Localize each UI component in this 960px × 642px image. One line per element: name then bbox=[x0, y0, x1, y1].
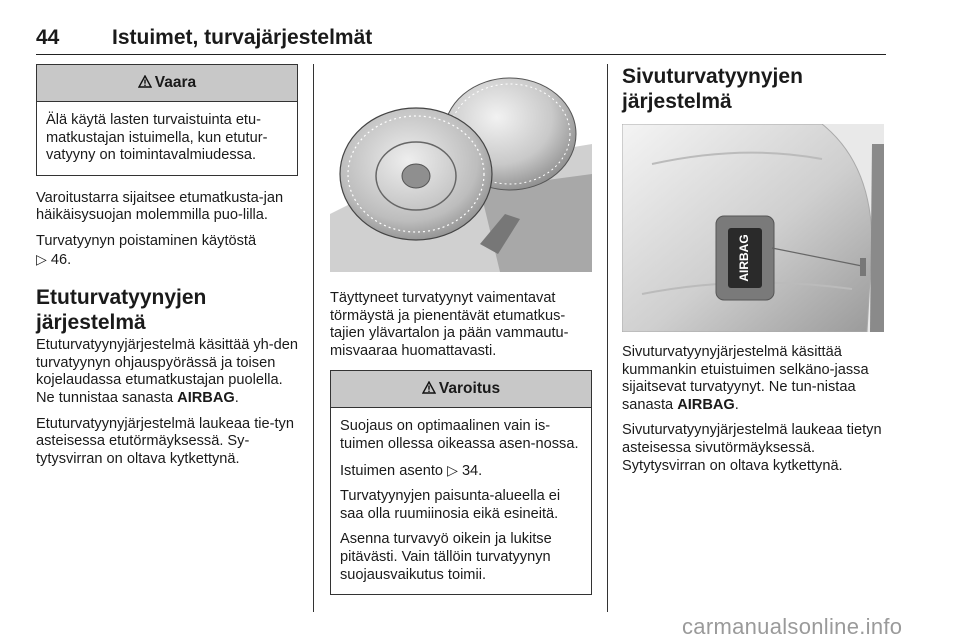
column-middle bbox=[330, 64, 592, 595]
deactivation-paragraph bbox=[36, 233, 298, 269]
danger-box-body bbox=[37, 102, 297, 175]
airbag-label-text: AIRBAG bbox=[177, 389, 235, 406]
caution-text-2 bbox=[340, 462, 583, 481]
front-airbag-paragraph bbox=[36, 337, 298, 407]
page-title: Istuimet, turvajärjestelmät bbox=[112, 26, 373, 49]
danger-box-header bbox=[37, 65, 297, 102]
side-airbag-paragraph bbox=[622, 344, 884, 414]
deactivation-text: Turvatyynyn poistaminen käytöstä bbox=[36, 232, 257, 249]
front-airbag-section-title: Etuturvatyynyjen järjestelmä bbox=[36, 286, 207, 335]
page-reference-icon: ▷ bbox=[36, 250, 47, 267]
page-number: 44 bbox=[36, 26, 60, 49]
column-divider-1 bbox=[313, 64, 314, 612]
column-divider-2 bbox=[607, 64, 608, 612]
page-header bbox=[36, 24, 886, 55]
seat-position-text: Istuimen asento bbox=[340, 462, 444, 479]
warning-triangle-icon bbox=[138, 75, 152, 92]
danger-box-text: Älä käytä lasten turvaistuinta etu-matkustajan istuimella, kun etutur-vatyyny on toimintavalmiudessa. bbox=[46, 112, 268, 164]
danger-box bbox=[36, 64, 298, 176]
caution-text-4: Asenna turvavyö oikein ja lukitse pitävästi. Vain tällöin turvatyynyn suojausvaikutus toimii. bbox=[340, 531, 552, 583]
deactivation-page-ref[interactable]: 46. bbox=[50, 251, 72, 268]
seat-position-page-ref[interactable]: 34. bbox=[461, 462, 483, 479]
inflated-front-airbags-illustration bbox=[330, 64, 592, 272]
caution-box-header bbox=[331, 371, 591, 408]
side-airbag-seat-label-illustration bbox=[622, 124, 884, 332]
column-right bbox=[622, 64, 884, 483]
side-airbag-deploy-paragraph: Sivuturvatyynyjärjestelmä laukeaa tietyn asteisessa sivutörmäyksessä. Sytytysvirran on oltava kytkettynä. bbox=[622, 422, 882, 474]
front-airbag-text-end: . bbox=[234, 389, 239, 406]
danger-box-title: Vaara bbox=[154, 74, 197, 91]
warning-triangle-icon bbox=[422, 381, 436, 398]
front-airbag-deploy-paragraph: Etuturvatyynyjärjestelmä laukeaa tie-tyn asteisessa etutörmäyksessä. Sy-tytysvirran on oltava kytkettynä. bbox=[36, 415, 294, 467]
front-airbag-text: Etuturvatyynyjärjestelmä käsittää yh-den turvatyynyn ohjauspyörässä ja toisen kojelaudassa etumatkustajan puolella. Ne tunnistaa sanasta bbox=[36, 337, 298, 406]
airbag-badge-label: AIRBAG bbox=[737, 234, 752, 282]
side-airbag-section-title: Sivuturvatyynyjen järjestelmä bbox=[622, 65, 803, 113]
side-airbag-text: Sivuturvatyynyjärjestelmä käsittää kummankin etuistuimen selkäno-jassa sijaitsevat turvatyynyt. Ne tun-nistaa sanasta bbox=[622, 344, 869, 413]
side-airbag-text-end: . bbox=[734, 396, 739, 413]
figure-caption: Täyttyneet turvatyynyt vaimentavat törmäystä ja pienentävät etumatkus-tajien ylävartalon ja pään vammautu-misvaaraa huomattavasti. bbox=[330, 290, 569, 359]
watermark: carmanualsonline.info bbox=[682, 614, 903, 639]
airbag-label-text: AIRBAG bbox=[677, 396, 735, 413]
caution-box-title: Varoitus bbox=[438, 380, 501, 398]
caution-box bbox=[330, 370, 592, 595]
column-left bbox=[36, 64, 298, 476]
sticker-paragraph: Varoitustarra sijaitsee etumatkusta-jan häikäisysuojan molemmilla puo-lilla. bbox=[36, 189, 284, 224]
page-reference-icon: ▷ bbox=[447, 461, 458, 478]
caution-box-body bbox=[331, 408, 591, 594]
caution-text-3: Turvatyynyjen paisunta-alueella ei saa olla ruumiinosia eikä esineitä. bbox=[340, 488, 561, 522]
caution-text-1: Suojaus on optimaalinen vain is-tuimen ollessa oikeassa asen-nossa. bbox=[340, 418, 579, 452]
